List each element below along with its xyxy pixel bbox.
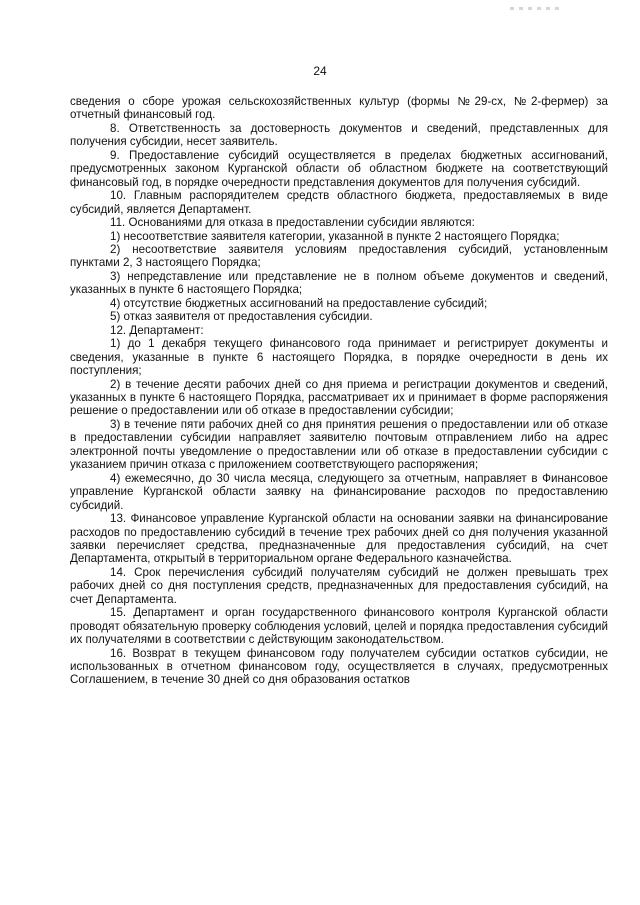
paragraph-12-item-2: 2) в течение десяти рабочих дней со дня приема и регистрации документов и сведений, указанных в пункте 6 настоящего Порядка, рассматривает их и принимает в форме распоряжения решение о предоставлении или об отказе в предоставлении субсидии; bbox=[70, 377, 608, 418]
paragraph-11-item-2: 2) несоответствие заявителя условиям предоставления субсидий, установленным пунктами 2, 3 настоящего Порядка; bbox=[70, 242, 608, 270]
page-number: 24 bbox=[313, 64, 327, 78]
paragraph-12: 12. Департамент: bbox=[110, 323, 204, 337]
scan-artifact bbox=[510, 7, 562, 10]
paragraph-12-item-4: 4) ежемесячно, до 30 числа месяца, следующего за отчетным, направляет в Финансовое управление Курганской области заявку на финансирование расходов по предоставлению субсидий. bbox=[70, 471, 608, 512]
paragraph-continuation: сведения о сборе урожая сельскохозяйственных культур (формы №29-сх, №2-фермер) за отчетный финансовый год. bbox=[70, 95, 608, 122]
paragraph-11-item-1: 1) несоответствие заявителя категории, указанной в пункте 2 настоящего Порядка; bbox=[110, 229, 560, 243]
paragraph-14: 14. Срок перечисления субсидий получателям субсидий не должен превышать трех рабочих дней со дня поступления средств, предназначенных для предоставления субсидий, на счет Департамента. bbox=[70, 565, 608, 606]
paragraph-11: 11. Основаниями для отказа в предоставлении субсидии являются: bbox=[110, 216, 475, 230]
paragraph-9: 9. Предоставление субсидий осуществляется в пределах бюджетных ассигнований, предусмотренных законом Курганской области об областном бюджете на соответствующий финансовый год, в порядке очередности представления документов для получения субсидий. bbox=[70, 148, 608, 189]
paragraph-12-item-1: 1) до 1 декабря текущего финансового года принимает и регистрирует документы и сведения, указанные в пункте 6 настоящего Порядка, в порядке очередности в день их поступления; bbox=[70, 337, 608, 378]
paragraph-10: 10. Главным распорядителем средств областного бюджета, предоставляемых в виде субсидий, является Департамент. bbox=[70, 189, 608, 216]
paragraph-8: 8. Ответственность за достоверность документов и сведений, представленных для получения субсидии, несет заявитель. bbox=[70, 121, 608, 149]
paragraph-13: 13. Финансовое управление Курганской области на основании заявки на финансирование расходов по предоставлению субсидий в течение трех рабочих дней со дня получения указанной заявки перечисляет средства, предназначенные для предоставления субсидий, на счет Департамента, открытый в территориальном органе Федерального казначейства. bbox=[70, 512, 608, 566]
document-body bbox=[70, 95, 608, 687]
paragraph-16: 16. Возврат в текущем финансовом году получателем субсидии остатков субсидии, не использованных в отчетном финансовом году, осуществляется в случаях, предусмотренных Соглашением, в течение 30 дней со дня образования остатков bbox=[70, 646, 608, 687]
paragraph-11-item-4: 4) отсутствие бюджетных ассигнований на предоставление субсидий; bbox=[110, 296, 488, 310]
paragraph-15: 15. Департамент и орган государственного финансового контроля Курганской области проводят обязательную проверку соблюдения условий, целей и порядка предоставления субсидий их получателями в соответствии с действующим законодательством. bbox=[70, 606, 608, 647]
paragraph-11-item-5: 5) отказ заявителя от предоставления субсидии. bbox=[110, 310, 373, 324]
paragraph-11-item-3: 3) непредставление или представление не в полном объеме документов и сведений, указанных в пункте 6 настоящего Порядка; bbox=[70, 269, 608, 297]
paragraph-12-item-3: 3) в течение пяти рабочих дней со дня принятия решения о предоставлении или об отказе в предоставлении субсидии направляет заявителю почтовым отправлением либо на адрес электронной почты уведомление о предоставлении или об отказе в предоставлении субсидии с указанием причин отказа с приложением соответствующего распоряжения; bbox=[70, 417, 608, 472]
